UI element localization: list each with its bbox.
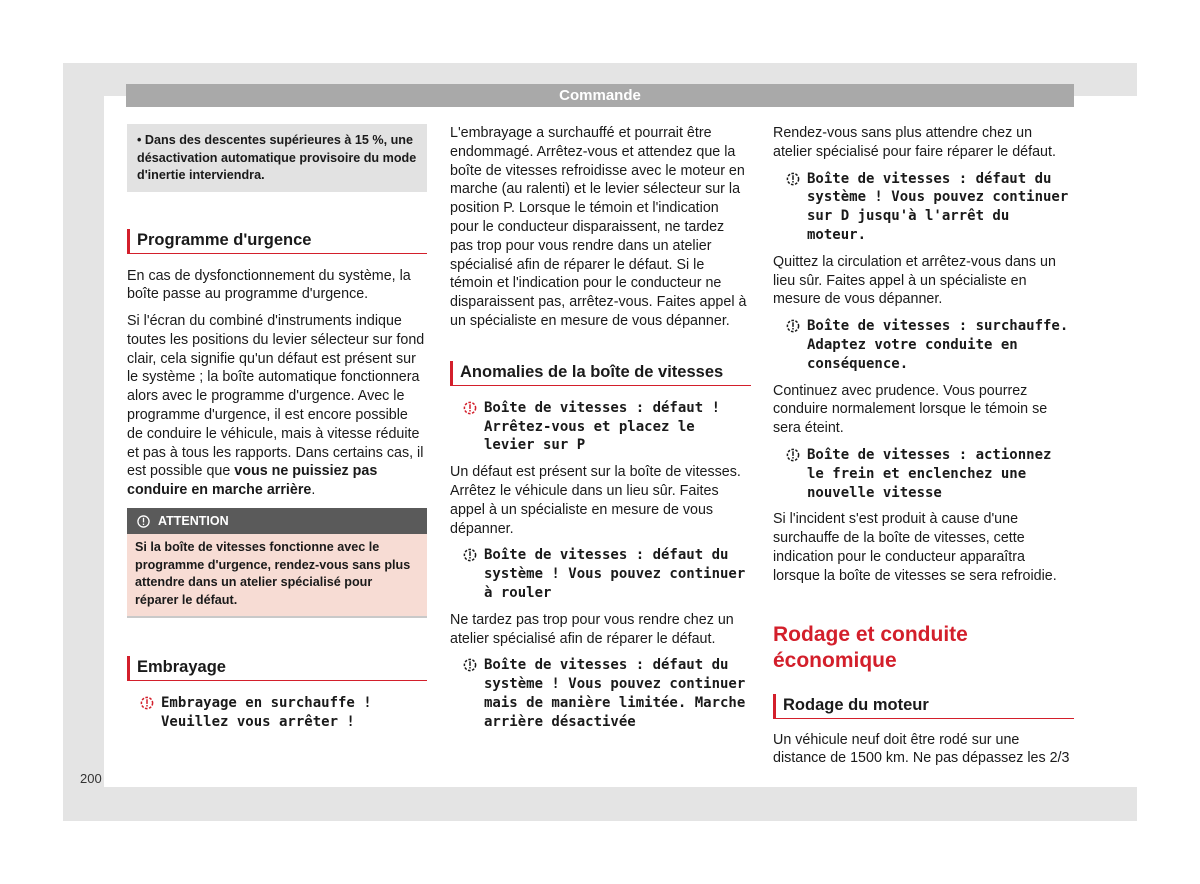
paragraph: En cas de dysfonctionnement du système, la boîte passe au programme d'urgence. (127, 267, 411, 303)
driver-message (785, 446, 1074, 502)
section-header: Commande (126, 84, 1074, 107)
warning-black-icon (462, 657, 478, 673)
driver-message (139, 694, 427, 732)
paragraph: Si l'écran du combiné d'instruments indique toutes les positions du levier sélecteur sur fond clair, cela signifie qu'un défaut est présent sur le système ; la boîte automatique fonctionnera alors avec le programme d'urgence. Avec le programme d'urgence, il est encore possible de conduire le véhicule, mais à vitesse réduite et pas à tous les rapports. Dans certains cas, il est possible que vous ne puissiez pas conduire en marche arrière. (127, 313, 425, 499)
message-text: Boîte de vitesses : défaut du système ! Vous pouvez continuer sur D jusqu'à l'arrêt du moteur. (807, 170, 1069, 243)
message-text: Boîte de vitesses : défaut du système ! Vous pouvez continuer à rouler (484, 547, 746, 601)
paragraph: Continuez avec prudence. Vous pourrez conduire normalement lorsque le témoin se sera éteint. (773, 382, 1048, 437)
driver-message (785, 170, 1074, 245)
attention-text: Si la boîte de vitesses fonctionne avec le programme d'urgence, rendez-vous sans plus attendre dans un atelier spécialisé pour réparer le défaut. (127, 534, 427, 616)
paragraph: Quittez la circulation et arrêtez-vous dans un lieu sûr. Faites appel à un spécialiste en mesure de vous dépanner. (773, 253, 1056, 308)
column-middle (450, 124, 751, 740)
note-box: • Dans des descentes supérieures à 15 %, une désactivation automatique provisoire du mode d'inertie interviendra. (127, 124, 427, 192)
warning-black-icon (462, 547, 478, 563)
warning-red-icon (462, 400, 478, 416)
driver-message (462, 546, 751, 602)
heading-clutch: Embrayage (127, 656, 427, 681)
attention-label: ATTENTION (158, 514, 229, 529)
driver-message (462, 399, 751, 455)
page-number: 200 (80, 771, 102, 786)
emphasis: vous ne puissiez pas conduire en marche arrière (127, 463, 378, 499)
message-text: Boîte de vitesses : défaut ! Arrêtez-vous et placez le levier sur P (484, 399, 721, 454)
paragraph: Ne tardez pas trop pour vous rendre chez un atelier spécialisé afin de réparer le défaut. (450, 611, 734, 647)
warning-black-icon (785, 447, 801, 463)
paragraph: Rendez-vous sans plus attendre chez un atelier spécialisé pour faire réparer le défaut. (773, 125, 1056, 160)
paragraph: L'embrayage a surchauffé et pourrait être endommagé. Arrêtez-vous et attendez que la boîte de vitesses refroidisse avec le moteur en marche (au ralenti) et le levier sélecteur sur la position P. Lorsque le témoin et l'indication pour le conducteur disparaissent, ne tardez pas trop pour vous rendre dans un atelier spécialisé afin de réparer le défaut. Si le témoin et l'indication pour le conducteur ne disparaissent pas, arrêtez-vous. Faites appel à un spécialiste en mesure de vous dépanner. (450, 125, 747, 329)
driver-message (462, 656, 751, 731)
paragraph: Si l'incident s'est produit à cause d'une surchauffe de la boîte de vitesses, cette indication pour le conducteur apparaîtra lorsque la boîte de vitesses se sera refroidie. (773, 511, 1057, 584)
message-text: Embrayage en surchauffe ! Veuillez vous arrêter ! (161, 695, 372, 731)
warning-black-icon (785, 318, 801, 334)
warning-black-icon (785, 171, 801, 187)
paragraph: Un véhicule neuf doit être rodé sur une distance de 1500 km. Ne pas dépassez les 2/3 (773, 731, 1070, 767)
paragraph: Un défaut est présent sur la boîte de vitesses. Arrêtez le véhicule dans un lieu sûr. Faites appel à un spécialiste en mesure de vous dépanner. (450, 464, 741, 537)
info-icon (137, 515, 150, 528)
heading-running-in: Rodage et conduite économique (773, 622, 968, 672)
message-text: Boîte de vitesses : défaut du système ! Vous pouvez continuer mais de manière limitée. Marche arrière désactivée (484, 657, 746, 730)
message-text: Boîte de vitesses : actionnez le frein et enclenchez une nouvelle vitesse (807, 446, 1052, 501)
attention-header (127, 508, 427, 534)
attention-box (127, 508, 427, 618)
column-right (773, 124, 1074, 776)
heading-emergency-program: Programme d'urgence (127, 229, 427, 254)
heading-gearbox-anomalies: Anomalies de la boîte de vitesses (450, 361, 751, 386)
driver-message (785, 317, 1074, 373)
heading-engine-running-in: Rodage du moteur (773, 694, 1074, 719)
column-left (127, 124, 427, 740)
warning-red-icon (139, 695, 155, 711)
message-text: Boîte de vitesses : surchauffe. Adaptez votre conduite en conséquence. (807, 318, 1069, 372)
